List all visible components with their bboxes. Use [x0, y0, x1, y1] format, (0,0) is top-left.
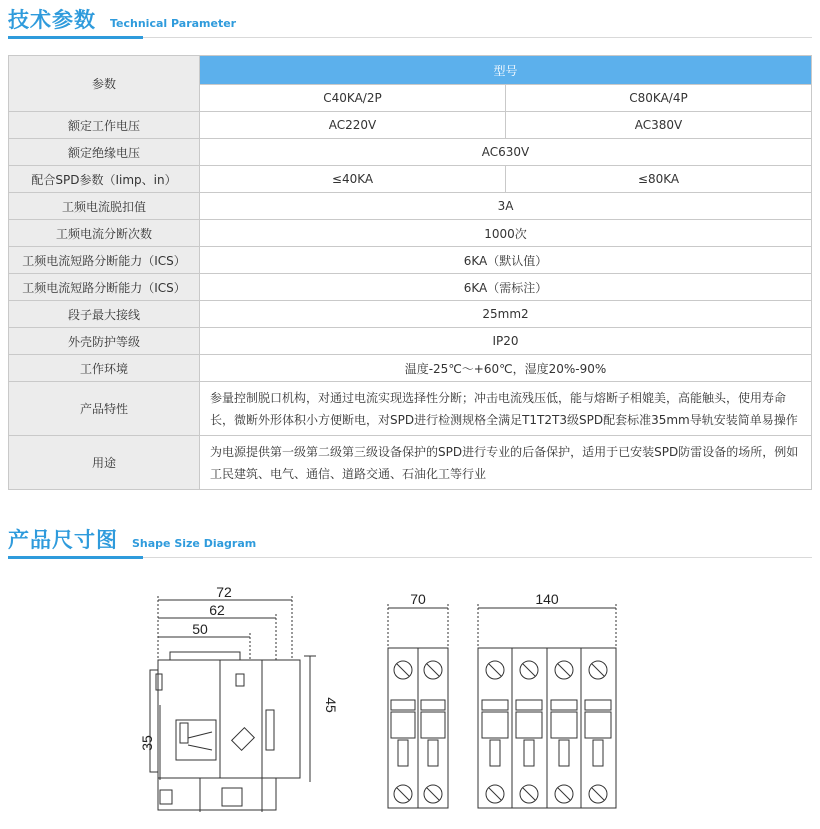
table-row — [9, 436, 812, 490]
row-label: 工频电流短路分断能力（ICS） — [9, 247, 200, 274]
row-value: AC380V — [506, 112, 812, 139]
dim-label-45: 45 — [323, 697, 339, 713]
model-4p: C80KA/4P — [506, 85, 812, 112]
table-row — [9, 301, 812, 328]
tech-param-title: 技术参数 — [8, 8, 96, 32]
row-value: ≤40KA — [200, 166, 506, 193]
table-row — [9, 139, 812, 166]
param-header: 参数 — [9, 56, 200, 112]
row-value: IP20 — [200, 328, 812, 355]
table-row — [9, 193, 812, 220]
dim-label-70: 70 — [410, 591, 426, 607]
table-header-row — [9, 56, 812, 85]
tech-param-heading — [8, 4, 236, 34]
row-label: 工作环境 — [9, 355, 200, 382]
dim-label-140: 140 — [535, 591, 559, 607]
table-row — [9, 274, 812, 301]
row-label: 额定工作电压 — [9, 112, 200, 139]
front-view-4p — [478, 604, 616, 808]
table-row — [9, 328, 812, 355]
row-label: 工频电流分断次数 — [9, 220, 200, 247]
row-label: 外壳防护等级 — [9, 328, 200, 355]
row-value: AC630V — [200, 139, 812, 166]
dim-label-35: 35 — [139, 735, 155, 751]
row-label: 段子最大接线 — [9, 301, 200, 328]
row-value: ≤80KA — [506, 166, 812, 193]
row-label: 产品特性 — [9, 382, 200, 436]
table-row — [9, 247, 812, 274]
row-value: 3A — [200, 193, 812, 220]
model-header: 型号 — [200, 56, 812, 85]
row-value: 25mm2 — [200, 301, 812, 328]
dim-label-72: 72 — [216, 584, 232, 600]
dim-label-50: 50 — [192, 621, 208, 637]
front-view-2p — [388, 604, 448, 808]
table-row — [9, 112, 812, 139]
row-value: 参量控制脱口机构，对通过电流实现选择性分断；冲击电流残压低，能与熔断子相媲美，高能触头，使用寿命长，微断外形体积小方便断电，对SPD进行检测规格全满足T1T2T3级SPD配套标准35mm导轨安装简单易操作 — [200, 382, 812, 436]
spec-table — [8, 55, 812, 490]
shape-size-heading — [8, 524, 256, 554]
row-value: 6KA（需标注） — [200, 274, 812, 301]
heading-accent-bar — [8, 36, 143, 39]
row-label: 工频电流短路分断能力（ICS） — [9, 274, 200, 301]
dim-label-62: 62 — [209, 602, 225, 618]
heading-accent-bar — [8, 556, 143, 559]
table-row — [9, 220, 812, 247]
table-row — [9, 166, 812, 193]
row-label: 额定绝缘电压 — [9, 139, 200, 166]
shape-size-subtitle: Shape Size Diagram — [132, 537, 257, 550]
row-value: AC220V — [200, 112, 506, 139]
row-label: 工频电流脱扣值 — [9, 193, 200, 220]
shape-size-title: 产品尺寸图 — [8, 528, 118, 552]
row-value: 6KA（默认值） — [200, 247, 812, 274]
row-value: 温度-25℃～+60℃，湿度20%-90% — [200, 355, 812, 382]
dimension-diagram — [0, 560, 820, 829]
tech-param-subtitle: Technical Parameter — [110, 17, 237, 30]
row-value: 1000次 — [200, 220, 812, 247]
table-row — [9, 355, 812, 382]
row-label: 用途 — [9, 436, 200, 490]
row-label: 配合SPD参数（Iimp、in） — [9, 166, 200, 193]
row-value: 为电源提供第一级第二级第三级设备保护的SPD进行专业的后备保护，适用于已安装SPD防雷设备的场所，例如工民建筑、电气、通信、道路交通、石油化工等行业 — [200, 436, 812, 490]
side-view — [150, 596, 316, 812]
table-row — [9, 382, 812, 436]
model-2p: C40KA/2P — [200, 85, 506, 112]
